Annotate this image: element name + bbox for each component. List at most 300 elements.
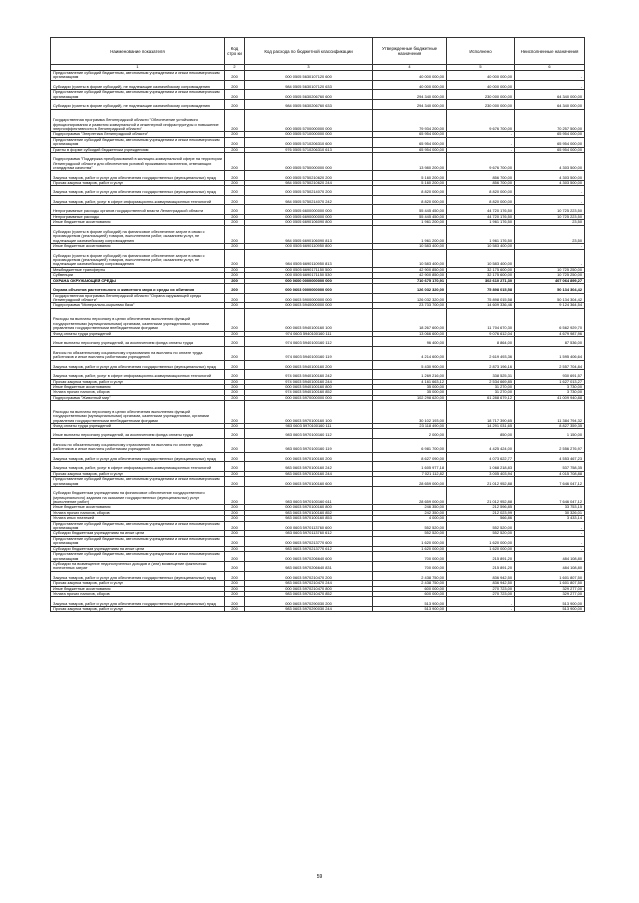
- row-approved: 4 000,00: [373, 516, 447, 521]
- row-name: Государственная программа Ленинградской области "Охрана окружающей среды Ленинградской области": [51, 293, 225, 303]
- row-name: Уплата иных платежей: [51, 516, 225, 521]
- table-row: [51, 303, 585, 308]
- row-unexecuted: 7 646 047,12: [515, 477, 585, 487]
- row-unexecuted: 9 124 364,54: [515, 303, 585, 308]
- row-approved: 10 583 400,00: [373, 249, 447, 267]
- row-name: Закупка товаров, работ, услуг в сфере информационно-коммуникационных технологий: [51, 195, 225, 205]
- row-name: Закупка товаров, работ, услуг в сфере информационно-коммуникационных технологий: [51, 370, 225, 380]
- table-row: [51, 249, 585, 267]
- table-row: [51, 429, 585, 439]
- row-budget-code: 983 0603 5970213770 612: [245, 546, 373, 551]
- row-name: Взносы по обязательному социальному страхованию на выплаты по оплате труда работников и иные выплаты работникам учреждений: [51, 438, 225, 452]
- row-budget-code: 983 0603 5970100160 112: [245, 429, 373, 439]
- row-line-code: 200: [225, 552, 245, 562]
- row-unexecuted: 4 303 500,00: [515, 153, 585, 171]
- row-executed: 215 891,20: [447, 561, 515, 571]
- row-line-code: 200: [225, 360, 245, 370]
- row-budget-code: 000 0603 5970100160 800: [245, 505, 373, 510]
- row-line-code: 200: [225, 284, 245, 294]
- row-name: Закупка товаров, работ и услуг для обеспечения государственных (муниципальных) нужд: [51, 186, 225, 196]
- row-line-code: 200: [225, 390, 245, 395]
- row-line-code: 200: [225, 186, 245, 196]
- row-name: Закупка товаров, работ и услуг для обеспечения государственных (муниципальных) нужд: [51, 452, 225, 462]
- row-executed: 1 961 176,50: [447, 225, 515, 243]
- table-row: [51, 561, 585, 571]
- table-row: [51, 337, 585, 347]
- row-line-code: 200: [225, 395, 245, 400]
- row-name: Взносы по обязательному социальному страхованию на выплаты по оплате труда работников и иные выплаты работникам учреждений: [51, 346, 225, 360]
- row-unexecuted: 10 725 223,50: [515, 214, 585, 219]
- row-name: Охрана объектов растительного и животного мира и среды их обитания: [51, 284, 225, 294]
- row-name: Предоставление субсидий бюджетным, автономным учреждениям и иным некоммерческим организациям: [51, 137, 225, 147]
- row-unexecuted: 33 753,15: [515, 505, 585, 510]
- row-budget-code: 000 0505 5750000000 000: [245, 153, 373, 171]
- row-approved: 1 269 216,00: [373, 370, 447, 380]
- row-line-code: 200: [225, 423, 245, 428]
- column-number: 4: [373, 65, 447, 71]
- table-row: [51, 100, 585, 110]
- table-row: [51, 452, 585, 462]
- row-unexecuted: 484 108,80: [515, 561, 585, 571]
- row-budget-code: 974 0603 5940100160 119: [245, 346, 373, 360]
- row-budget-code: 983 0603 5970206640 831: [245, 561, 373, 571]
- row-name: Закупка товаров, работ и услуг для обеспечения государственных (муниципальных) нужд: [51, 597, 225, 607]
- row-line-code: 200: [225, 137, 245, 147]
- row-name: Субсидии бюджетным учреждениям на иные цели: [51, 531, 225, 536]
- row-budget-code: 984 0505 6690106090 813: [245, 225, 373, 243]
- row-approved: 7 021 112,82: [373, 471, 447, 476]
- row-approved: 8 820 000,00: [373, 195, 447, 205]
- row-line-code: 200: [225, 90, 245, 100]
- row-name: Субсидии (гранты в форме субсидий), не подлежащие казначейскому сопровождению: [51, 100, 225, 110]
- header-approved: Утвержденные бюджетные назначения: [373, 38, 447, 65]
- row-budget-code: 000 0505 6690171150 530: [245, 273, 373, 278]
- row-name: Предоставление субсидий бюджетным, автономным учреждениям и иным некоммерческим организациям: [51, 71, 225, 81]
- row-line-code: 200: [225, 401, 245, 424]
- row-unexecuted: -: [515, 521, 585, 531]
- row-approved: 4 214 600,00: [373, 346, 447, 360]
- row-name: Подпрограмма "Энергетика Ленинградской области": [51, 132, 225, 137]
- row-budget-code: 000 0603 5970100160 600: [245, 477, 373, 487]
- row-budget-code: 974 0603 5940100160 242: [245, 370, 373, 380]
- row-line-code: 200: [225, 205, 245, 215]
- row-budget-code: 000 0505 5750214070 200: [245, 186, 373, 196]
- table-row: [51, 477, 585, 487]
- row-executed: 14 609 336,46: [447, 303, 515, 308]
- row-unexecuted: -: [515, 536, 585, 546]
- row-approved: 23 733 700,00: [373, 303, 447, 308]
- row-line-code: 200: [225, 438, 245, 452]
- row-line-code: 200: [225, 452, 245, 462]
- row-line-code: 200: [225, 225, 245, 243]
- budget-execution-table: [50, 37, 585, 612]
- row-approved: 246 350,00: [373, 505, 447, 510]
- row-budget-code: 984 0505 6690110950 813: [245, 249, 373, 267]
- row-executed: 10 583 400,00: [447, 244, 515, 249]
- row-approved: 13 066 600,00: [373, 331, 447, 336]
- row-name: Фонд оплаты труда учреждений: [51, 423, 225, 428]
- row-name: Непрограммные расходы: [51, 214, 225, 219]
- row-name: Иные выплаты персоналу учреждений, за исключением фонда оплаты труда: [51, 429, 225, 439]
- table-row: [51, 360, 585, 370]
- row-approved: 600 000,00: [373, 586, 447, 591]
- row-budget-code: 983 0603 5970100160 611: [245, 487, 373, 505]
- table-row: [51, 401, 585, 424]
- row-budget-code: 983 0603 5970100160 852: [245, 510, 373, 515]
- row-unexecuted: 23,50: [515, 225, 585, 243]
- row-approved: 42 900 850,00: [373, 267, 447, 272]
- row-unexecuted: 64 340 000,00: [515, 90, 585, 100]
- row-unexecuted: 4 303 500,00: [515, 180, 585, 185]
- row-name: Иные бюджетные ассигнования: [51, 244, 225, 249]
- row-unexecuted: 407 064 899,27: [515, 278, 585, 283]
- row-unexecuted: 50 134 304,42: [515, 293, 585, 303]
- row-line-code: 200: [225, 510, 245, 515]
- row-line-code: 200: [225, 220, 245, 225]
- row-budget-code: 983 0603 5970210470 852: [245, 592, 373, 597]
- row-unexecuted: 4 679 987,96: [515, 331, 585, 336]
- row-unexecuted: 4 015 708,88: [515, 471, 585, 476]
- row-name: Иные бюджетные ассигнования: [51, 586, 225, 591]
- row-name: Иные бюджетные ассигнования: [51, 220, 225, 225]
- row-executed: 302 610 271,30: [447, 278, 515, 283]
- row-executed: 31 270,00: [447, 384, 515, 389]
- row-executed: 4 073 622,77: [447, 452, 515, 462]
- row-budget-code: 000 0505 5630107120 600: [245, 71, 373, 81]
- row-unexecuted: 7 646 047,12: [515, 487, 585, 505]
- row-approved: 5 430 900,00: [373, 360, 447, 370]
- row-unexecuted: 3 433,14: [515, 516, 585, 521]
- row-approved: 30 102 193,00: [373, 401, 447, 424]
- row-unexecuted: 8 827 359,35: [515, 423, 585, 428]
- row-name: Субсидии (гранты в форме субсидий), не подлежащие казначейскому сопровождению: [51, 80, 225, 90]
- table-row: [51, 308, 585, 331]
- row-approved: 700 000,00: [373, 552, 447, 562]
- row-unexecuted: 484 108,80: [515, 552, 585, 562]
- row-unexecuted: 2 556 276,97: [515, 438, 585, 452]
- row-budget-code: 000 0505 5630206760 600: [245, 90, 373, 100]
- header-unexecuted: Неисполненные назначения: [515, 38, 585, 65]
- row-line-code: 200: [225, 592, 245, 597]
- row-unexecuted: 65 954 000,00: [515, 132, 585, 137]
- table-row: [51, 571, 585, 581]
- row-executed: 14 291 031,65: [447, 423, 515, 428]
- row-approved: 5 160 200,00: [373, 171, 447, 181]
- row-line-code: 200: [225, 516, 245, 521]
- row-executed: 32 175 600,00: [447, 273, 515, 278]
- row-budget-code: 974 0603 5940100160 244: [245, 379, 373, 384]
- row-budget-code: 974 0603 5940100160 111: [245, 331, 373, 336]
- row-name: Гранты в форме субсидий бюджетным учреждениям: [51, 147, 225, 152]
- row-name: Уплата прочих налогов, сборов: [51, 390, 225, 395]
- row-unexecuted: 70 257 500,00: [515, 109, 585, 132]
- row-budget-code: 983 0603 5970100160 853: [245, 516, 373, 521]
- row-budget-code: 000 0505 5710000000 000: [245, 132, 373, 137]
- row-approved: 2 000,00: [373, 429, 447, 439]
- row-approved: 35 000,00: [373, 384, 447, 389]
- row-unexecuted: 11 384 794,32: [515, 401, 585, 424]
- row-approved: 552 520,00: [373, 531, 447, 536]
- row-approved: 126 032 320,00: [373, 284, 447, 294]
- row-unexecuted: 10 725 250,00: [515, 267, 585, 272]
- row-approved: 1 620 000,00: [373, 536, 447, 546]
- row-line-code: 200: [225, 581, 245, 586]
- row-executed: 3 005 403,94: [447, 471, 515, 476]
- row-name: Иные бюджетные ассигнования: [51, 505, 225, 510]
- row-executed: 836 942,50: [447, 581, 515, 586]
- row-approved: 65 954 000,00: [373, 137, 447, 147]
- row-budget-code: 974 0603 5940100160 852: [245, 390, 373, 395]
- row-name: Иные бюджетные ассигнования: [51, 384, 225, 389]
- row-unexecuted: 2 557 704,84: [515, 360, 585, 370]
- row-unexecuted: 65 954 000,00: [515, 147, 585, 152]
- row-unexecuted: 513 900,00: [515, 606, 585, 611]
- row-approved: 18 267 600,00: [373, 308, 447, 331]
- row-budget-code: 984 0505 5750210620 244: [245, 180, 373, 185]
- row-line-code: 200: [225, 477, 245, 487]
- row-executed: 1 068 218,83: [447, 462, 515, 472]
- row-unexecuted: 23,50: [515, 220, 585, 225]
- row-name: Прочая закупка товаров, работ и услуг: [51, 581, 225, 586]
- table-row: [51, 171, 585, 181]
- row-line-code: 200: [225, 80, 245, 90]
- row-budget-code: 000 0603 5970290030 200: [245, 597, 373, 607]
- row-executed: 32 175 600,00: [447, 267, 515, 272]
- column-number: 6: [515, 65, 585, 71]
- row-executed: 270 723,00: [447, 586, 515, 591]
- row-name: Субвенции: [51, 273, 225, 278]
- row-budget-code: 000 0603 5970206640 600: [245, 552, 373, 562]
- row-budget-code: 000 0603 5970210470 800: [245, 586, 373, 591]
- row-line-code: 200: [225, 606, 245, 611]
- row-unexecuted: -: [515, 531, 585, 536]
- table-row: [51, 531, 585, 536]
- row-budget-code: 983 0603 5970290030 244: [245, 606, 373, 611]
- row-unexecuted: 1 601 807,50: [515, 581, 585, 586]
- row-executed: 44 720 176,50: [447, 205, 515, 215]
- row-line-code: 200: [225, 71, 245, 81]
- table-row: [51, 293, 585, 303]
- row-executed: 1 620 000,00: [447, 536, 515, 546]
- row-name: Прочая закупка товаров, работ и услуг: [51, 180, 225, 185]
- row-executed: 856 700,00: [447, 180, 515, 185]
- row-budget-code: 983 0603 5970100160 244: [245, 471, 373, 476]
- row-executed: -: [447, 606, 515, 611]
- header-row: [51, 38, 585, 65]
- row-name: Предоставление субсидий бюджетным, автономным учреждениям и иным некоммерческим организациям: [51, 521, 225, 531]
- row-unexecuted: -: [515, 546, 585, 551]
- row-approved: 2 438 750,00: [373, 581, 447, 586]
- row-executed: 270 723,00: [447, 592, 515, 597]
- row-line-code: 200: [225, 586, 245, 591]
- row-budget-code: 983 0603 5970100160 242: [245, 462, 373, 472]
- row-executed: -: [447, 132, 515, 137]
- row-unexecuted: -: [515, 80, 585, 90]
- row-line-code: 200: [225, 180, 245, 185]
- row-executed: 552 520,00: [447, 531, 515, 536]
- row-executed: 75 898 015,58: [447, 284, 515, 294]
- row-executed: 566,86: [447, 516, 515, 521]
- row-unexecuted: -: [515, 71, 585, 81]
- row-approved: 13 980 200,00: [373, 153, 447, 171]
- row-budget-code: 000 0600 0000000000 000: [245, 278, 373, 283]
- row-executed: 212 596,85: [447, 505, 515, 510]
- row-budget-code: 000 0505 5700000000 000: [245, 109, 373, 132]
- column-number: 1: [51, 65, 225, 71]
- row-executed: 230 000 000,00: [447, 90, 515, 100]
- row-executed: 212 023,99: [447, 510, 515, 515]
- row-budget-code: 000 0603 5940100160 800: [245, 384, 373, 389]
- row-approved: 65 954 000,00: [373, 132, 447, 137]
- row-line-code: 200: [225, 505, 245, 510]
- table-row: [51, 552, 585, 562]
- row-line-code: 200: [225, 109, 245, 132]
- row-approved: 8 820 000,00: [373, 186, 447, 196]
- row-budget-code: 000 0603 5900000000 000: [245, 293, 373, 303]
- row-approved: 1 961 200,00: [373, 225, 447, 243]
- row-executed: 1 620 000,00: [447, 546, 515, 551]
- row-unexecuted: 41 009 940,88: [515, 395, 585, 400]
- row-name: Уплата прочих налогов, сборов: [51, 510, 225, 515]
- row-executed: 9 676 700,00: [447, 109, 515, 132]
- row-budget-code: 000 0603 5940000000 000: [245, 303, 373, 308]
- row-name: Подпрограмма "Животный мир": [51, 395, 225, 400]
- row-budget-code: 000 0505 6600000000 000: [245, 205, 373, 215]
- row-budget-code: 000 0505 5750210620 200: [245, 171, 373, 181]
- row-name: Межбюджетные трансферты: [51, 267, 225, 272]
- row-approved: 102 298 620,00: [373, 395, 447, 400]
- row-line-code: 200: [225, 100, 245, 110]
- row-budget-code: 000 0603 5940100160 100: [245, 308, 373, 331]
- table-row: [51, 487, 585, 505]
- row-budget-code: 000 0603 5970113760 600: [245, 521, 373, 531]
- row-name: Закупка товаров, работ и услуг для обеспечения государственных (муниципальных) нужд: [51, 171, 225, 181]
- table-row: [51, 90, 585, 100]
- row-budget-code: 984 0505 5630107120 633: [245, 80, 373, 90]
- row-budget-code: 000 0505 6690000000 000: [245, 214, 373, 219]
- row-approved: 40 000 000,00: [373, 71, 447, 81]
- row-name: Подпрограмма "Поддержка преобразований в жилищно-коммунальной сфере на территории Ленинградской области для обеспечения условий проживания населения, отвечающих стандартам качества": [51, 153, 225, 171]
- row-unexecuted: 50 134 304,42: [515, 284, 585, 294]
- row-executed: 215 891,20: [447, 552, 515, 562]
- table-row: [51, 225, 585, 243]
- row-executed: 4 425 424,00: [447, 438, 515, 452]
- row-approved: 55 445 450,00: [373, 214, 447, 219]
- row-executed: 2 534 669,85: [447, 379, 515, 384]
- row-unexecuted: 1 601 807,50: [515, 571, 585, 581]
- row-executed: 2 619 493,36: [447, 346, 515, 360]
- table-row: [51, 606, 585, 611]
- table-row: [51, 546, 585, 551]
- row-budget-code: 000 0603 5970213770 600: [245, 536, 373, 546]
- row-executed: -: [447, 147, 515, 152]
- table-row: [51, 137, 585, 147]
- row-budget-code: 984 0505 5630206760 633: [245, 100, 373, 110]
- page-number: 59: [316, 874, 323, 880]
- table-row: [51, 205, 585, 215]
- row-budget-code: 000 0603 5970210470 200: [245, 571, 373, 581]
- row-name: Предоставление субсидий бюджетным, автономным учреждениям и иным некоммерческим организациям: [51, 552, 225, 562]
- row-executed: 11 704 670,30: [447, 308, 515, 331]
- row-line-code: 200: [225, 267, 245, 272]
- row-line-code: 200: [225, 147, 245, 152]
- row-executed: 44 720 176,50: [447, 214, 515, 219]
- row-approved: 6 981 700,00: [373, 438, 447, 452]
- row-unexecuted: 3 730,00: [515, 384, 585, 389]
- row-unexecuted: 1 595 406,64: [515, 346, 585, 360]
- row-approved: 513 900,00: [373, 597, 447, 607]
- row-executed: 230 000 000,00: [447, 100, 515, 110]
- row-approved: 600 000,00: [373, 592, 447, 597]
- table-row: [51, 71, 585, 81]
- row-executed: 40 000 000,00: [447, 80, 515, 90]
- row-line-code: 200: [225, 308, 245, 331]
- row-approved: 79 934 200,00: [373, 109, 447, 132]
- row-budget-code: 000 0603 0000000000 000: [245, 284, 373, 294]
- row-name: Субсидии бюджетным учреждениям на финансовое обеспечение государственного (муниципального) задания на оказание государственных (муниципальных) услуг (выполнение работ): [51, 487, 225, 505]
- row-name: Непрограммные расходы органов государственной власти Ленинградской области: [51, 205, 225, 215]
- row-line-code: 200: [225, 278, 245, 283]
- row-name: Закупка товаров, работ и услуг для обеспечения государственных (муниципальных) нужд: [51, 571, 225, 581]
- row-budget-code: 000 0505 5710206310 600: [245, 137, 373, 147]
- row-budget-code: 000 0505 6690110950 800: [245, 244, 373, 249]
- row-unexecuted: -: [515, 186, 585, 196]
- row-executed: 8 820 000,00: [447, 195, 515, 205]
- row-approved: 1 961 200,00: [373, 220, 447, 225]
- row-executed: 2 873 196,16: [447, 360, 515, 370]
- row-unexecuted: 4 553 467,23: [515, 452, 585, 462]
- row-unexecuted: -: [515, 195, 585, 205]
- row-approved: 8 627 090,00: [373, 452, 447, 462]
- row-line-code: 200: [225, 487, 245, 505]
- row-approved: 40 000 000,00: [373, 80, 447, 90]
- row-executed: 8 820 000,00: [447, 186, 515, 196]
- row-approved: 126 032 320,00: [373, 293, 447, 303]
- row-name: Предоставление субсидий бюджетным, автономным учреждениям и иным некоммерческим организациям: [51, 536, 225, 546]
- row-unexecuted: 4 303 500,00: [515, 171, 585, 181]
- row-unexecuted: 3 730,00: [515, 390, 585, 395]
- row-unexecuted: -: [515, 244, 585, 249]
- row-executed: 18 717 390,65: [447, 401, 515, 424]
- row-budget-code: 976 0505 5710206310 613: [245, 147, 373, 152]
- row-line-code: 200: [225, 571, 245, 581]
- row-name: Предоставление субсидий бюджетным, автономным учреждениям и иным некоммерческим организациям: [51, 90, 225, 100]
- row-name: Закупка товаров, работ и услуг для обеспечения государственных (муниципальных) нужд: [51, 360, 225, 370]
- table-row: [51, 597, 585, 607]
- row-executed: 850,00: [447, 429, 515, 439]
- row-line-code: 200: [225, 370, 245, 380]
- row-line-code: 200: [225, 331, 245, 336]
- row-line-code: 200: [225, 561, 245, 571]
- row-approved: 35 000,00: [373, 390, 447, 395]
- row-approved: 55 445 450,00: [373, 205, 447, 215]
- table-row: [51, 438, 585, 452]
- report-page: [50, 37, 584, 612]
- row-unexecuted: 64 340 000,00: [515, 100, 585, 110]
- row-unexecuted: 537 758,35: [515, 462, 585, 472]
- row-executed: 40 000 000,00: [447, 71, 515, 81]
- row-name: Расходы на выплаты персоналу в целях обеспечения выполнения функций государственными (муниципальными) органами, казенными учреждениями, органами управления государственными внебюджетными фондами: [51, 308, 225, 331]
- header-name: Наименование показателя: [51, 38, 225, 65]
- row-name: Прочая закупка товаров, работ и услуг: [51, 379, 225, 384]
- row-line-code: 200: [225, 303, 245, 308]
- table-row: [51, 370, 585, 380]
- row-line-code: 200: [225, 379, 245, 384]
- row-line-code: 200: [225, 171, 245, 181]
- row-line-code: 200: [225, 597, 245, 607]
- row-line-code: 200: [225, 132, 245, 137]
- row-budget-code: 983 0603 5970100160 111: [245, 423, 373, 428]
